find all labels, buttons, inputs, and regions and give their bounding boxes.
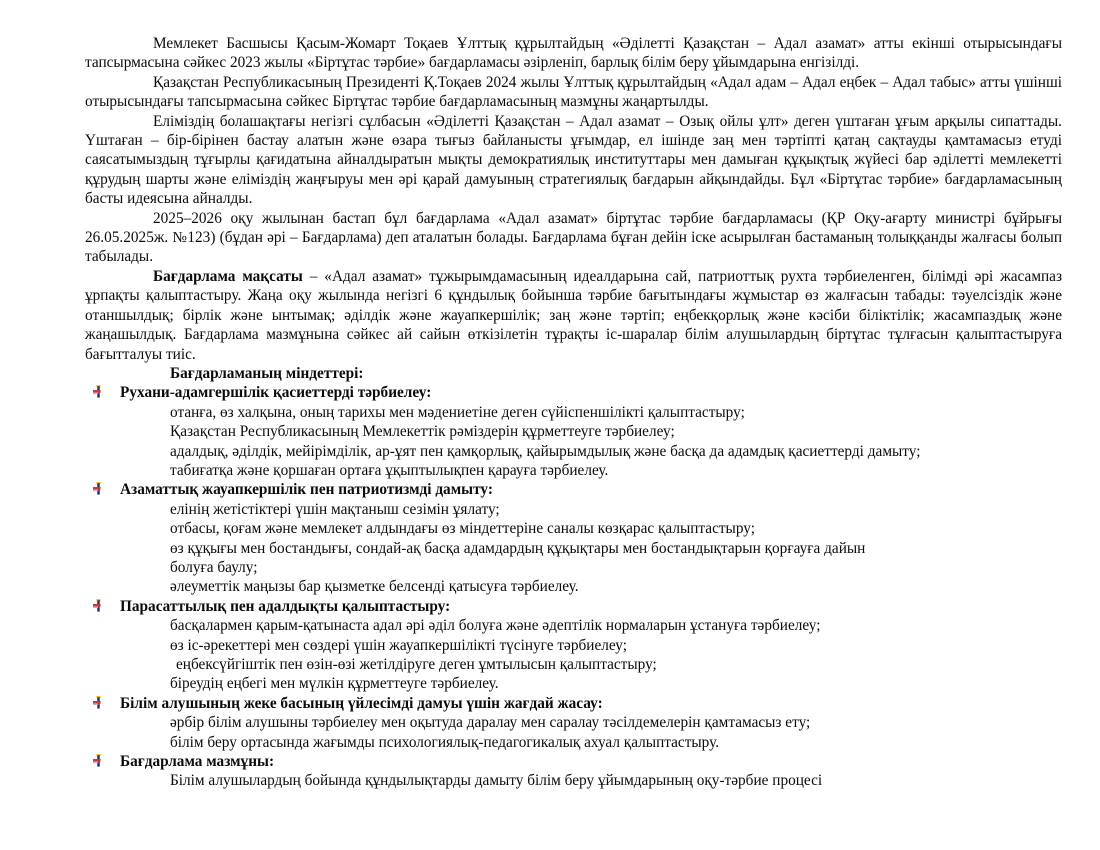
tasks-heading: Бағдарламаның міндеттері: xyxy=(170,364,364,382)
list-item: елінің жетістіктері үшін мақтаныш сезімін ұялату; xyxy=(170,500,500,518)
section-title: Парасаттылық пен адалдықты қалыптастыру: xyxy=(120,597,451,615)
paragraph-2: Қазақстан Республикасының Президенті Қ.Тоқаев 2024 жылы Ұлттық құрылтайдың «Адал адам – Адал еңбек – Адал табыс» атты үшінші отырысындағы тапсырмасына сәйкес Біртұтас тәрбие бағдарламасының мазмұны жаңартылды. xyxy=(85,73,1062,111)
list-item: әлеуметтік маңызы бар қызметке белсенді қатысуға тәрбиелеу. xyxy=(170,578,579,596)
list-item: өз іс-әрекеттері мен сөздері үшін жауапкершілікті түсінуге тәрбиелеу; xyxy=(170,636,627,654)
list-item: әрбір білім алушыны тәрбиелеу мен оқытуда даралау мен саралау тәсілдемелерін қамтамасыз ету; xyxy=(170,714,811,732)
list-item: Білім алушылардың бойында құндылықтарды дамыту білім беру ұйымдарының оқу-тәрбие процесі xyxy=(170,772,823,790)
section-title-row xyxy=(85,480,1062,499)
paragraph-1: Мемлекет Басшысы Қасым-Жомарт Тоқаев Ұлттық құрылтайдың «Әділетті Қазақстан – Адал азамат» атты екінші отырысындағы тапсырмасына сәйкес 2023 жылы «Біртұтас тәрбие» бағдарламасы әзірленіп, барлық білім беру ұйымдарына енгізілді. xyxy=(85,35,1062,72)
list-item: біреудің еңбегі мен мүлкін құрметтеуге тәрбиелеу. xyxy=(170,675,499,693)
section-integrity-honesty xyxy=(85,597,1062,694)
list-item: басқалармен қарым-қатынаста адал әрі әділ болуға және әдептілік нормаларын ұстануға тәрбиелеу; xyxy=(170,617,821,635)
list-item: еңбексүйгіштік пен өзін-өзі жетілдіруге деген ұмтылысын қалыптастыру; xyxy=(176,656,657,673)
section-title: Рухани-адамгершілік қасиеттерді тәрбиелеу: xyxy=(120,384,432,402)
section-spiritual-values xyxy=(85,383,1062,480)
list-item: Қазақстан Республикасының Мемлекеттік рәміздерін құрметтеуге тәрбиелеу; xyxy=(170,423,675,441)
section-title: Білім алушының жеке басының үйлесімді дамуы үшін жағдай жасау: xyxy=(120,694,603,712)
section-title-row xyxy=(85,597,1062,616)
paragraph-4: 2025–2026 оқу жылынан бастап бұл бағдарлама «Адал азамат» біртұтас тәрбие бағдарламасы (ҚР Оқу-ағарту министрі бұйрығы 26.05.2025ж. №123) (бұдан әрі – Бағдарлама) деп аталатын болады. Бағдарлама бұған дейін іске асырылған бастаманың толыққанды жалғасы болып табылады. xyxy=(85,209,1062,266)
list-item: табиғатқа және қоршаған ортаға ұқыптылықпен қарауға тәрбиелеу. xyxy=(170,461,609,479)
list-bullet-icon xyxy=(93,753,105,772)
section-civic-responsibility xyxy=(85,480,1062,596)
section-title-row xyxy=(85,694,1062,713)
list-item: болуға баулу; xyxy=(170,558,258,576)
section-title: Бағдарлама мазмұны: xyxy=(120,753,275,771)
list-bullet-icon xyxy=(93,695,105,714)
list-bullet-icon xyxy=(93,481,105,500)
paragraph-goal-lead: Бағдарлама мақсаты xyxy=(153,267,303,285)
paragraph-goal xyxy=(85,267,1062,364)
section-title-row xyxy=(85,752,1062,771)
list-bullet-icon xyxy=(93,384,105,403)
list-item: білім беру ортасында жағымды психологиялық-педагогикалық ахуал қалыптастыру. xyxy=(170,733,720,751)
section-title-row xyxy=(85,383,1062,402)
list-item: отанға, өз халқына, оның тарихы мен мәдениетіне деген сүйіспеншілікті қалыптастыру; xyxy=(170,403,745,421)
paragraph-goal-text: – «Адал азамат» тұжырымдамасының идеалдарына сай, патриоттық рухта тәрбиеленген, білімді әрі жасампаз ұрпақты қалыптастыру. Жаңа оқу жылында негізгі 6 құндылық бойынша тәрбие бағытындағы жұмыстар өз жалғасын табады: тәуелсіздік және отаншылдық; бірлік және ынтымақ; әділдік және жауапкершілік; заң және тәртіп; еңбекқорлық және кәсіби біліктілік; жасампаздық және жаңашылдық. Бағдарлама мазмұнына сәйкес ай сайын өткізілетін тұрақты іс-шаралар білім алушылардың біртұтас тұлғасын қалыптастыруға бағытталуы тиіс. xyxy=(85,267,1063,363)
section-title: Азаматтық жауапкершілік пен патриотизмді дамыту: xyxy=(120,481,493,499)
paragraph-3: Еліміздің болашақтағы негізгі сұлбасын «Әділетті Қазақстан – Адал азамат – Озық ойлы ұлт» деген үштаған ұғым арқылы сипаттады. Үштаған – бір-бірінен бастау алатын және өзара тығыз байланысты ұғымдар, ел ішінде заң мен тәртіпті қатаң сақтауды қамтамасыз етуді саясатымыздың тұғырлы қағидатына айналдыратын мықты демократиялық институттары мен дамыған құқықтық жүйесі бар әділетті мемлекетті құрудың шарты және еліміздің жаңғыруы мен әрі қарай дамуының стратегиялық бағдарын айқындайды. Бұл «Біртұтас тәрбие» бағдарламасының басты идеясына айналды. xyxy=(85,112,1062,208)
list-item: отбасы, қоғам және мемлекет алдындағы өз міндеттеріне саналы көзқарас қалыптастыру; xyxy=(170,520,755,538)
section-program-content xyxy=(85,752,1062,791)
section-personal-development xyxy=(85,694,1062,752)
list-item: өз құқығы мен бостандығы, сондай-ақ басқа адамдардың құқықтары мен бостандықтарын қорғауға дайын xyxy=(170,539,866,557)
list-item: адалдық, әділдік, мейірімділік, ар-ұят пен қамқорлық, қайырымдылық және басқа да адамдық қасиеттерді дамыту; xyxy=(170,442,921,460)
list-bullet-icon xyxy=(93,598,105,617)
